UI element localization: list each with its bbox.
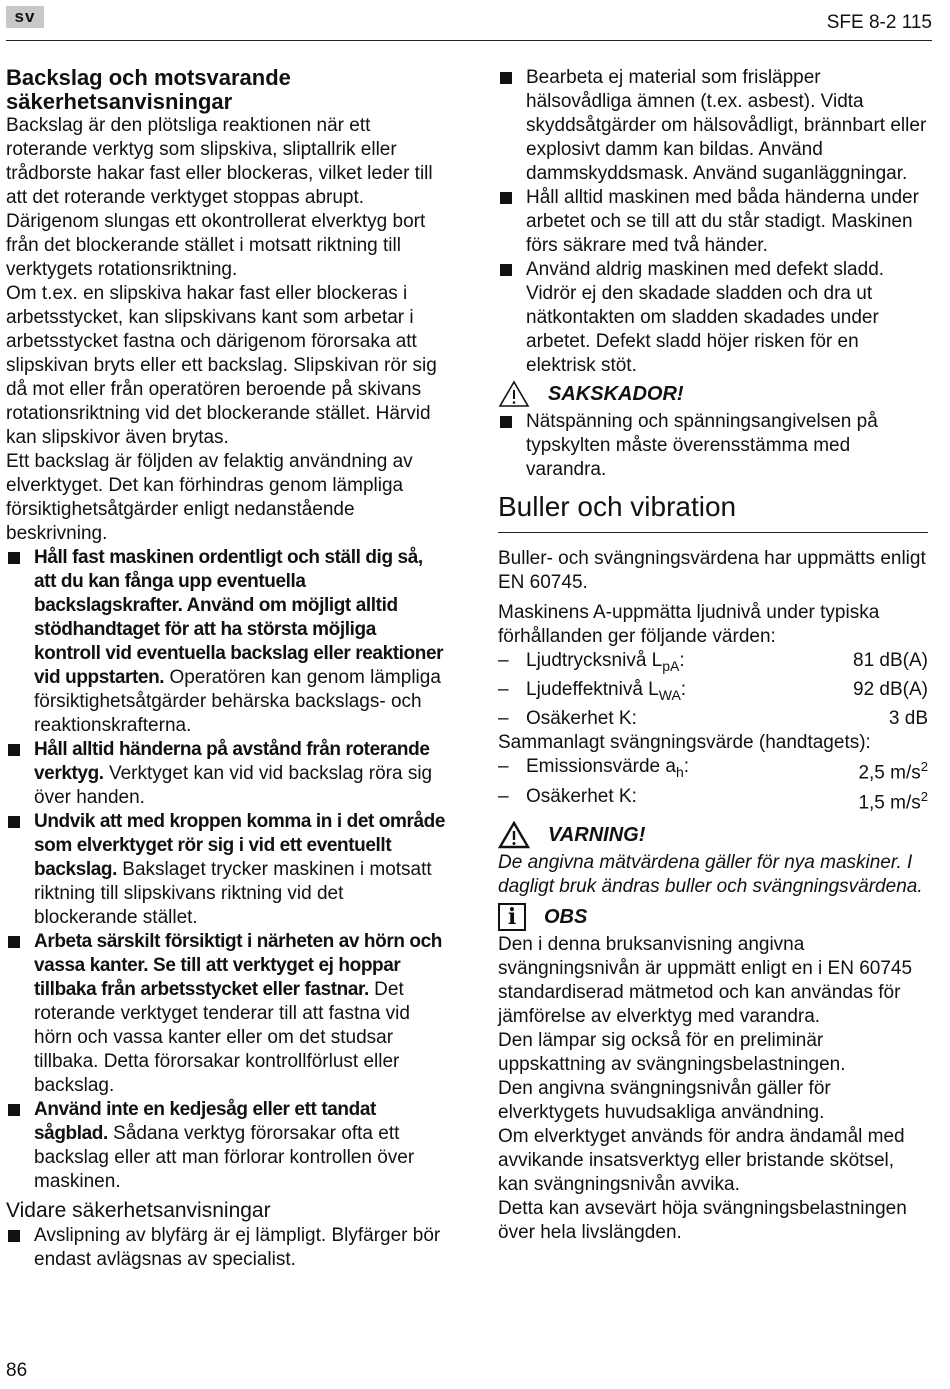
note-para: Om elverktyget används för andra ändamål med avvikande insatsverktyg eller bristande skötsel, kan svängningsnivån avvika. [498,1126,905,1196]
warning-notice [498,821,928,849]
header-rule [6,40,932,41]
caution-label: SAKSKADOR! [548,383,684,405]
note-para: Detta kan avsevärt höja svängningsbelastningen över hela livslängden. [498,1198,907,1244]
bullet-square-icon [8,1230,20,1242]
vibration-specs [498,755,928,816]
language-badge: sv [6,6,44,28]
spec-row: – Ljudtrycksnivå $L_{pA}$: 81 dB(A) [498,650,928,674]
list-item: Bearbeta ej material som frisläpper hälsovådliga ämnen (t.ex. asbest). Vidta skyddsåtgärder om hälsovådligt, brännbart eller explosivt damm kan bildas. Använd dammskyddsmask. Använd suganläggningar. [498,66,928,186]
list-item: Undvik att med kroppen komma in i det område som elverktyget rör sig i vid ett eventuellt backslag. Bakslaget trycker maskinen i motsatt riktning till slipskivans riktning vid det blockerande stället. [6,810,446,930]
list-item: Håll alltid händerna på avstånd från roterande verktyg. Verktyget kan vid vid backslag röra sig över handen. [6,738,446,810]
note-para: Den lämpar sig också för en preliminär uppskattning av svängningsbelastningen. [498,1030,846,1076]
bullet-square-icon [8,552,20,564]
kickback-para-2: Om t.ex. en slipskiva hakar fast eller blockeras i arbetsstycket, kan slipskivans kant som arbetar i arbetsstycket fastna och därigenom förorsaka att slipskivan bryts eller ett backslag. Slipskivan rör sig då mot eller från operatören beroende på skivans rotationsriktning vid det blockerande stället. Härvid kan slipskivor även brytas. [6,283,437,448]
section-title-noise-vibration: Buller och vibration [498,490,928,533]
model-name: SFE 8-2 115 [826,12,932,33]
bullet-square-icon [500,264,512,276]
list-item: Använd inte en kedjesåg eller ett tandat sågblad. Sådana verktyg förorsakar ofta ett backslag eller att man förlorar kontrollen över maskinen. [6,1098,446,1194]
warning-triangle-icon [498,821,530,849]
safety-list [498,66,928,378]
bullet-square-icon [500,416,512,428]
list-item: Avslipning av blyfärg är ej lämpligt. Blyfärger bör endast avlägsnas av specialist. [6,1224,446,1272]
note-notice [498,903,928,931]
section-heading-further-safety: Vidare säkerhetsanvisningar [6,1199,271,1222]
vibration-title: Sammanlagt svängningsvärde (handtagets): [498,731,871,753]
note-label: OBS [544,906,588,929]
kickback-para-1: Backslag är den plötsliga reaktionen när ett roterande verktyg som slipskiva, sliptallrik eller trådborste hakar fast eller blockeras, vilket leder till att det roterande verktyget stoppas abrupt. Därigenom slungas ett okontrollerat elverktyg bort från det blockerande stället i motsatt riktning till verktygets rotationsriktning. [6,115,433,280]
bullet-square-icon [8,936,20,948]
spec-row: – Ljudeffektnivå $L_{WA}$: 92 dB(A) [498,678,928,703]
noise-specs [498,649,928,731]
warning-label: VARNING! [548,824,646,847]
spec-row: – Osäkerhet K: 3 dB [498,707,928,729]
page-number: 86 [6,1360,28,1381]
warning-triangle-icon [498,380,530,408]
section-heading-kickback: Backslag och motsvarande säkerhetsanvisningar [6,65,291,114]
caution-list [498,410,928,482]
kickback-para-3: Ett backslag är följden av felaktig användning av elverktyget. Det kan förhindras genom lämpliga försiktighetsåtgärder enligt nedanstående beskrivning. [6,451,413,544]
right-column [498,66,928,1245]
further-safety-list [6,1224,446,1272]
warning-text: De angivna mätvärdena gäller för nya maskiner. I dagligt bruk ändras buller och svängningsvärdena. [498,852,923,898]
caution-notice [498,380,928,408]
kickback-list [6,546,446,1194]
list-item: Nätspänning och spänningsangivelsen på typskylten måste överensstämma med varandra. [498,410,928,482]
info-icon: i [498,903,526,931]
left-column [6,66,446,1272]
noise-intro: Buller- och svängningsvärdena har uppmätts enligt EN 60745. [498,548,926,593]
list-item: Arbeta särskilt försiktigt i närheten av hörn och vassa kanter. Se till att verktyget ej hoppar tillbaka från arbetsstycket eller fastnar. Det roterande verktyget tenderar till att fastna vid hörn och vassa kanter eller om det studsar tillbaka. Detta förorsakar kontrollförlust eller backslag. [6,930,446,1098]
bullet-square-icon [8,744,20,756]
list-item: Använd aldrig maskinen med defekt sladd. Vidrör ej den skadade sladden och dra ut nätkontakten om sladden skadades under arbetet. Defekt sladd höjer risken för en elektrisk stöt. [498,258,928,378]
bullet-square-icon [500,72,512,84]
list-item: Håll fast maskinen ordentligt och ställ dig så, att du kan fånga upp eventuella backslagskrafter. Använd om möjligt alltid stödhandtaget för att ha största möjliga kontroll vid eventuella backslag eller reaktioner vid uppstarten. Operatören kan genom lämpliga försiktighetsåtgärder behärska backslags- och reaktionskrafterna. [6,546,446,738]
note-para: Den angivna svängningsnivån gäller för elverktygets huvudsakliga användning. [498,1078,831,1124]
note-para: Den i denna bruksanvisning angivna svängningsnivån är uppmätt enligt en i EN 60745 standardiserad mätmetod och kan användas för jämförelse av elverktyg med varandra. [498,934,913,1028]
noise-intro-2: Maskinens A-uppmätta ljudnivå under typiska förhållanden ger följande värden: [498,602,880,647]
bullet-square-icon [500,192,512,204]
spec-row: – Osäkerhet K: 1,5 $m/s^2$ [498,785,928,814]
list-item: Håll alltid maskinen med båda händerna under arbetet och se till att du står stadigt. Maskinen förs säkrare med två händer. [498,186,928,258]
spec-row: – Emissionsvärde $a_h$: 2,5 $m/s^2$ [498,755,928,783]
bullet-square-icon [8,1104,20,1116]
bullet-square-icon [8,816,20,828]
